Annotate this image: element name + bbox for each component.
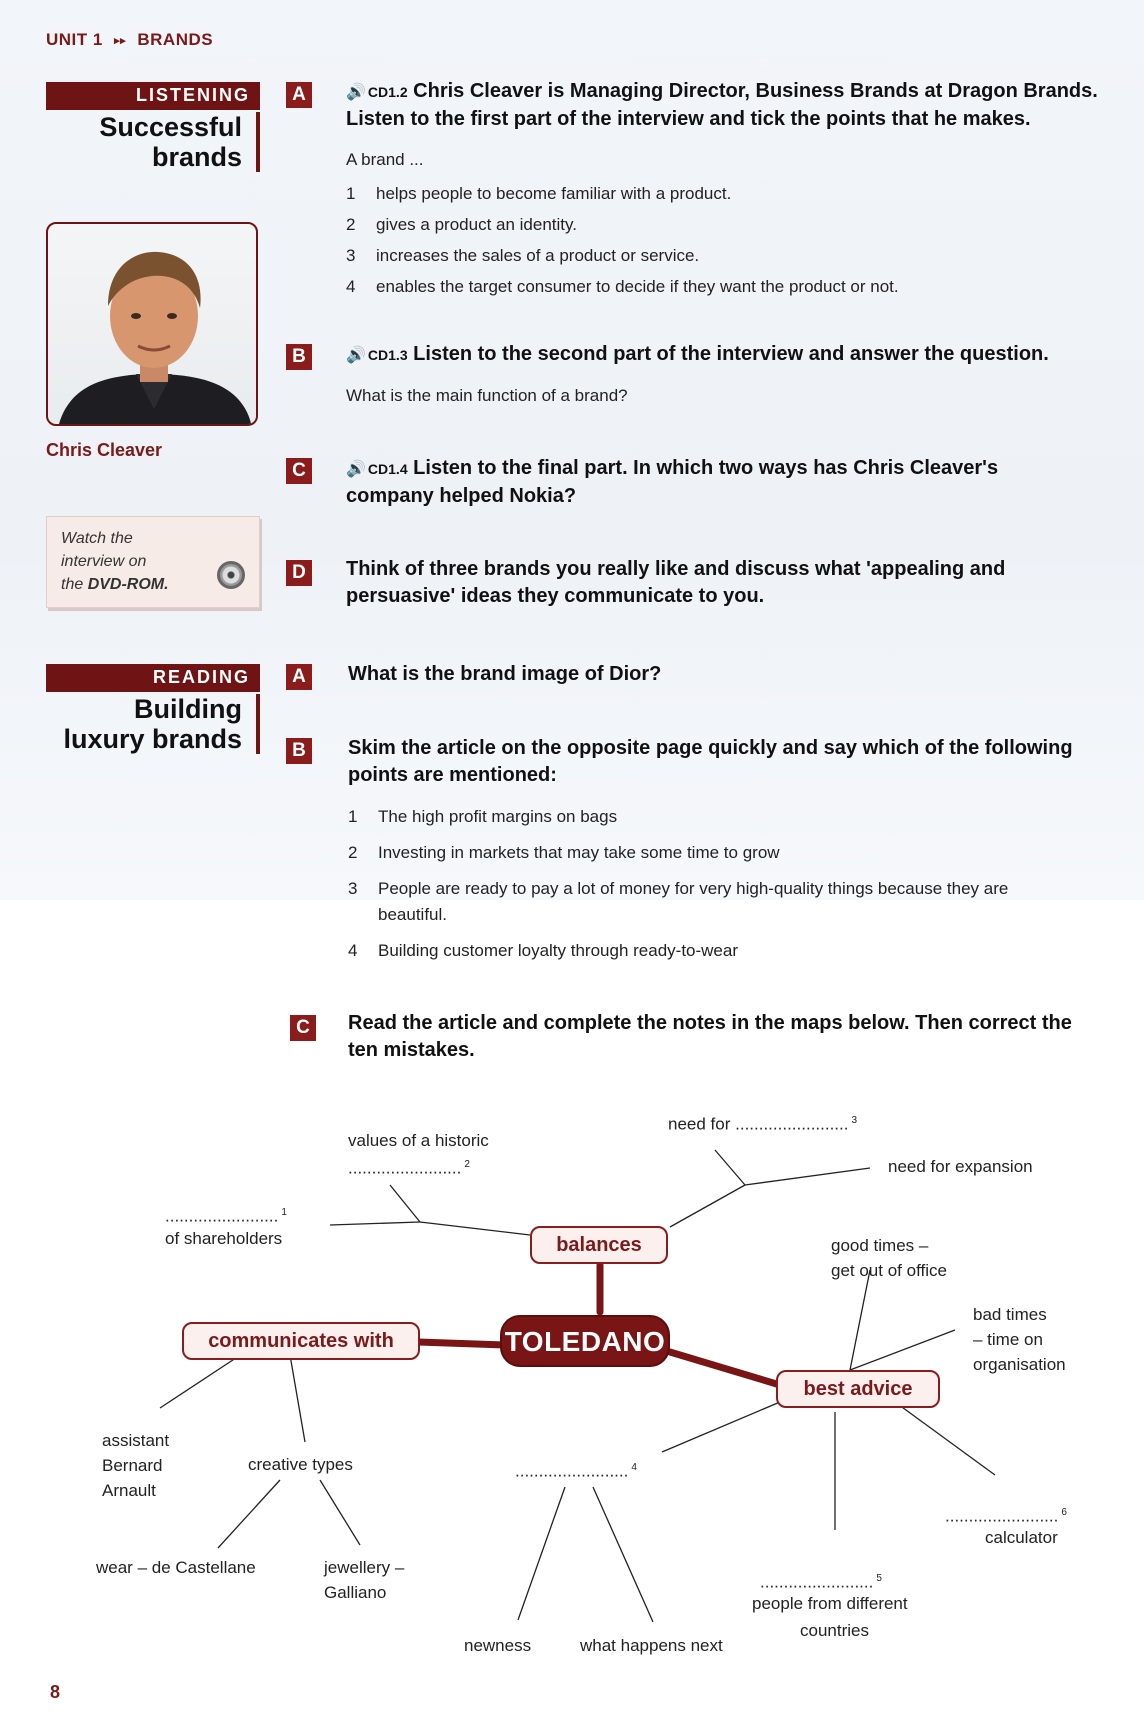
- mm-shareholders: of shareholders: [165, 1229, 283, 1248]
- mm-good-times-2: get out of office: [831, 1261, 947, 1280]
- item-text: enables the target consumer to decide if they want the product or not.: [376, 277, 899, 296]
- reading-question-a: What is the brand image of Dior?: [348, 663, 662, 685]
- question-b-sub: What is the main function of a brand?: [346, 386, 628, 405]
- mm-assistant: assistant: [102, 1431, 170, 1450]
- blank-number: 3: [851, 1115, 858, 1126]
- photo-caption: Chris Cleaver: [46, 440, 163, 460]
- mm-creative-types: creative types: [248, 1455, 353, 1474]
- reading-letter-c: C: [290, 1015, 316, 1041]
- mm-values-line1: values of a historic: [348, 1131, 489, 1150]
- item-number: 2: [348, 843, 358, 862]
- cd-track: CD1.2: [367, 84, 408, 100]
- page-number: 8: [50, 1682, 61, 1702]
- section-label: BRANDS: [137, 30, 214, 49]
- mm-calculator: calculator: [985, 1528, 1058, 1547]
- question-letter-c: C: [286, 458, 312, 484]
- question-text: Chris Cleaver is Managing Director, Business Brands at Dragon Brands. Listen to the first part of the interview and tick the points that he makes.: [346, 80, 1098, 130]
- mm-good-times-1: good times –: [831, 1236, 929, 1255]
- reading-title: Building luxury brands: [46, 694, 260, 754]
- mm-jewellery-2: Galliano: [324, 1583, 387, 1602]
- mm-bad-times-2: – time on: [973, 1330, 1043, 1349]
- question-letter-b: B: [286, 344, 312, 370]
- listening-question-d: Think of three brands you really like and discuss what 'appealing and persuasive' ideas they communicate to you.: [346, 558, 1006, 607]
- dvd-note-pre: the: [61, 576, 88, 593]
- cd-track: CD1.4: [367, 461, 408, 477]
- blank-line: ........................: [165, 1206, 279, 1226]
- item-text: increases the sales of a product or service.: [376, 246, 700, 265]
- item-text: Investing in markets that may take some time to grow: [378, 843, 780, 862]
- blank-number: 4: [631, 1462, 637, 1473]
- question-text: Listen to the final part. In which two ways has Chris Cleaver's company helped Nokia?: [346, 457, 999, 507]
- item-number: 3: [348, 879, 358, 898]
- item-number: 1: [346, 184, 356, 203]
- mm-newness: newness: [464, 1636, 532, 1655]
- item-text: helps people to become familiar with a product.: [376, 184, 732, 203]
- reading-question-b: Skim the article on the opposite page quickly and say which of the following points are mentioned:: [348, 737, 1073, 786]
- mindmap-node-best-advice: best advice: [776, 1370, 940, 1408]
- mm-arnault: Arnault: [102, 1481, 156, 1500]
- mm-jewellery-1: jewellery –: [324, 1558, 405, 1577]
- blank-number: 6: [1061, 1507, 1067, 1518]
- audio-speaker-icon[interactable]: 🔊: [346, 461, 366, 478]
- mindmap-node-balances: balances: [530, 1226, 668, 1264]
- listening-title: Successful brands: [46, 112, 260, 172]
- dvd-note-line1: Watch the: [61, 530, 133, 547]
- audio-speaker-icon[interactable]: 🔊: [346, 84, 366, 101]
- blank-line: ........................: [348, 1158, 462, 1178]
- audio-speaker-icon[interactable]: 🔊: [346, 347, 366, 364]
- reading-bar: READING: [46, 664, 260, 692]
- mm-people-2: countries: [800, 1621, 869, 1640]
- brand-stem: A brand ...: [346, 150, 424, 169]
- cd-track: CD1.3: [367, 347, 408, 363]
- mm-wear: wear – de Castellane: [96, 1558, 256, 1577]
- mm-blank-1: [165, 1200, 287, 1229]
- dvd-note-line2: interview on: [61, 553, 147, 570]
- item-number: 2: [346, 215, 356, 234]
- mm-bad-times-1: bad times: [973, 1305, 1047, 1324]
- item-text: Building customer loyalty through ready-to-wear: [378, 941, 739, 960]
- reading-letter-b: B: [286, 738, 312, 764]
- mindmap-node-communicates: communicates with: [182, 1322, 420, 1360]
- blank-number: 2: [464, 1159, 470, 1170]
- item-number: 3: [346, 246, 356, 265]
- blank-number: 1: [281, 1207, 287, 1218]
- mm-bad-times-3: organisation: [973, 1355, 1066, 1374]
- mm-people-1: people from different: [752, 1594, 908, 1613]
- blank-line: ........................: [945, 1506, 1059, 1526]
- item-number: 1: [348, 807, 358, 826]
- unit-label: UNIT 1: [46, 30, 103, 49]
- question-letter-d: D: [286, 560, 312, 586]
- mindmap-center-toledano: TOLEDANO: [500, 1315, 670, 1367]
- blank-line: ........................: [735, 1114, 849, 1134]
- item-text: gives a product an identity.: [376, 215, 577, 234]
- listening-bar: LISTENING: [46, 82, 260, 110]
- mm-need-expansion: need for expansion: [888, 1157, 1033, 1176]
- mm-bernard: Bernard: [102, 1456, 163, 1475]
- reading-question-c: Read the article and complete the notes in the maps below. Then correct the ten mistakes.: [348, 1012, 1072, 1061]
- item-number: 4: [346, 277, 356, 296]
- item-number: 4: [348, 941, 358, 960]
- reading-letter-a: A: [286, 664, 312, 690]
- blank-number: 5: [876, 1573, 882, 1584]
- item-text: The high profit margins on bags: [378, 807, 618, 826]
- question-letter-a: A: [286, 82, 312, 108]
- dvd-note-bold: DVD-ROM.: [87, 576, 169, 593]
- item-text: People are ready to pay a lot of money for very high-quality things because they are beautiful.: [378, 879, 1009, 924]
- mm-blank-4: [515, 1455, 637, 1484]
- need-for-label: need for: [668, 1114, 731, 1134]
- blank-line: ........................: [760, 1572, 874, 1592]
- blank-line: ........................: [515, 1461, 629, 1481]
- mm-need-for-3: [668, 1108, 857, 1137]
- mm-blank-2: [348, 1152, 470, 1181]
- header-arrow: ▸▸: [114, 35, 127, 47]
- question-text: Listen to the second part of the interview and answer the question.: [413, 343, 1049, 365]
- mm-what-next: what happens next: [580, 1636, 723, 1655]
